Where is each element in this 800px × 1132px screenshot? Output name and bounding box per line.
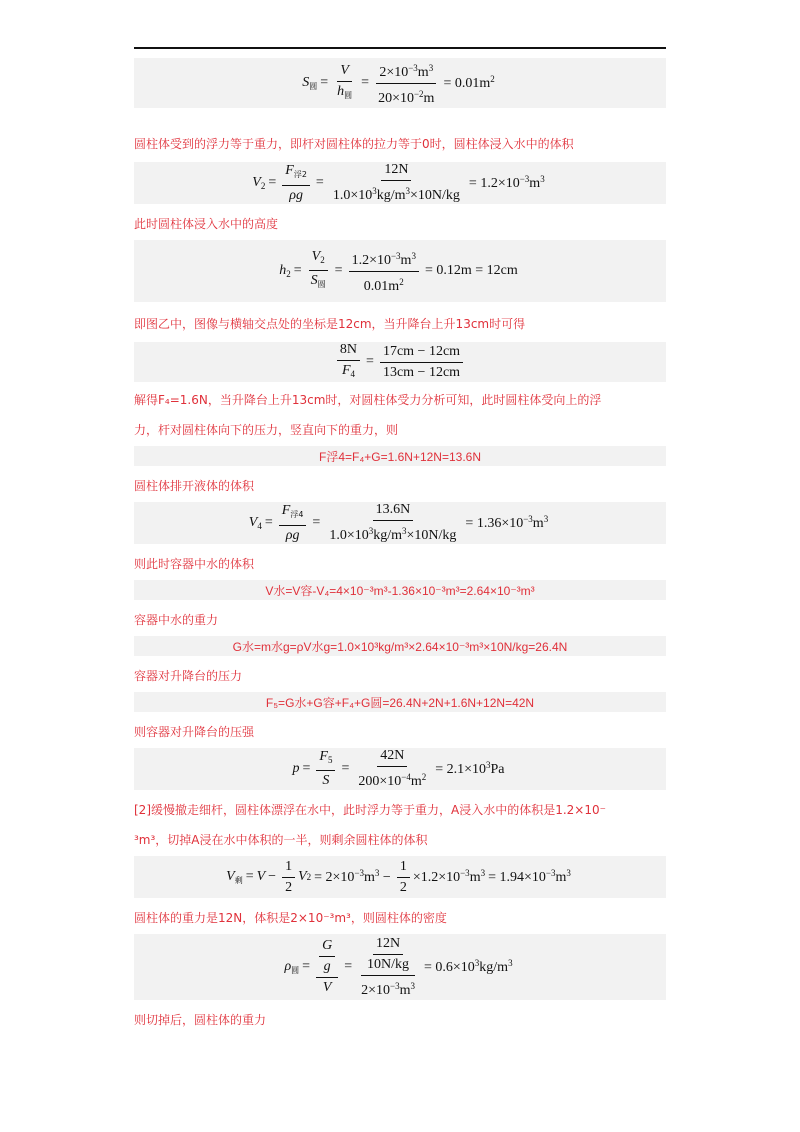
equation-remaining-volume: $V_剩$ = V − $\frac{1}{2}$ V 2 = $2\times 10^{-3}m^3$ − $\frac{1}{2}$ $\times 1.2\times 10^{-3}m^3$ = $1.94\times 10^{-3}m^3$ — [134, 856, 666, 898]
equation-density: $\rho_圆$ = $\frac{\frac{G}{g}}{V}$ = $\frac{\frac{12N}{10N/kg}}{2\times 10^{-3}m^3}$ = $0.6\times 10^3kg/m^3$ — [134, 934, 666, 1000]
text-line: 则切掉后，圆柱体的重力 — [134, 1013, 267, 1027]
equation-area: $S_圆$ = $\frac{V}{h_圆}$ = $\frac{2\times 10^{-3}m^3}{20\times 10^{-2}m}$ = $0.01m^2$ — [134, 58, 666, 108]
equation-buoyancy-force — [134, 446, 666, 466]
header-rule — [134, 47, 666, 49]
equation-water-weight — [134, 636, 666, 656]
text-line: ³m³，切掉A浸在水中体积的一半，则剩余圆柱体的体积 — [134, 833, 428, 847]
text-line: 力，杆对圆柱体向下的压力，竖直向下的重力，则 — [134, 423, 399, 437]
equation-water-volume — [134, 580, 666, 600]
equation-displaced-volume: $V_4$ = $\frac{F_{浮4}}{\rho g}$ = $\frac{13.6N}{1.0\times 10^3kg/m^3\times 10N/kg}$ = $1.36\times 10^{-3}m^3$ — [134, 502, 666, 544]
equation-pressure-force — [134, 692, 666, 712]
text-line: 即图乙中，图像与横轴交点处的坐标是12cm，当升降台上升13cm时可得 — [134, 317, 526, 331]
equation-text: F₅=G水+G容+F₄+G圆=26.4N+2N+1.6N+12N=42N — [265, 695, 535, 710]
text-line: 容器中水的重力 — [134, 613, 219, 627]
text-line: 圆柱体受到的浮力等于重力，即杆对圆柱体的拉力等于0时，圆柱体浸入水中的体积 — [134, 137, 574, 151]
equation-text: G水=m水g=ρV水g=1.0×10³kg/m³×2.64×10⁻³m³×10N/kg=26.4N — [232, 639, 568, 654]
equation-buoyancy-volume: $V_2$ = $\frac{F_{浮2}}{\rho g}$ = $\frac{12N}{1.0\times 10^3kg/m^3\times 10N/kg}$ = $1.2\times 10^{-3}m^3$ — [134, 162, 666, 204]
text-line: 解得F₄=1.6N，当升降台上升13cm时，对圆柱体受力分析可知，此时圆柱体受向上的浮 — [134, 393, 602, 407]
equation-ratio: $\frac{8N}{F_4}$ = $\frac{17cm - 12cm}{13cm - 12cm}$ — [134, 342, 666, 382]
text-line: 则此时容器中水的体积 — [134, 557, 255, 571]
text-line: 此时圆柱体浸入水中的高度 — [134, 217, 279, 231]
text-line: 圆柱体的重力是12N，体积是2×10⁻³m³，则圆柱体的密度 — [134, 911, 447, 925]
text-line: 则容器对升降台的压强 — [134, 725, 255, 739]
equation-text: F浮4=F₄+G=1.6N+12N=13.6N — [319, 449, 481, 464]
text-line: 圆柱体排开液体的体积 — [134, 479, 255, 493]
equation-pressure: p = $\frac{F_5}{S}$ = $\frac{42N}{200\times 10^{-4}m^2}$ = $2.1\times 10^3Pa$ — [134, 748, 666, 790]
equation-text: V水=V容-V₄=4×10⁻³m³-1.36×10⁻³m³=2.64×10⁻³m³ — [265, 583, 535, 598]
document-body — [134, 58, 666, 1028]
equation-height: $h_2$ = $\frac{V_2}{S_圆}$ = $\frac{1.2\times 10^{-3}m^3}{0.01m^2}$ = 0.12m = 12cm — [134, 240, 666, 302]
text-line: [2]缓慢撤走细杆，圆柱体漂浮在水中，此时浮力等于重力，A浸入水中的体积是1.2×10⁻ — [134, 803, 606, 817]
text-line: 容器对升降台的压力 — [134, 669, 243, 683]
